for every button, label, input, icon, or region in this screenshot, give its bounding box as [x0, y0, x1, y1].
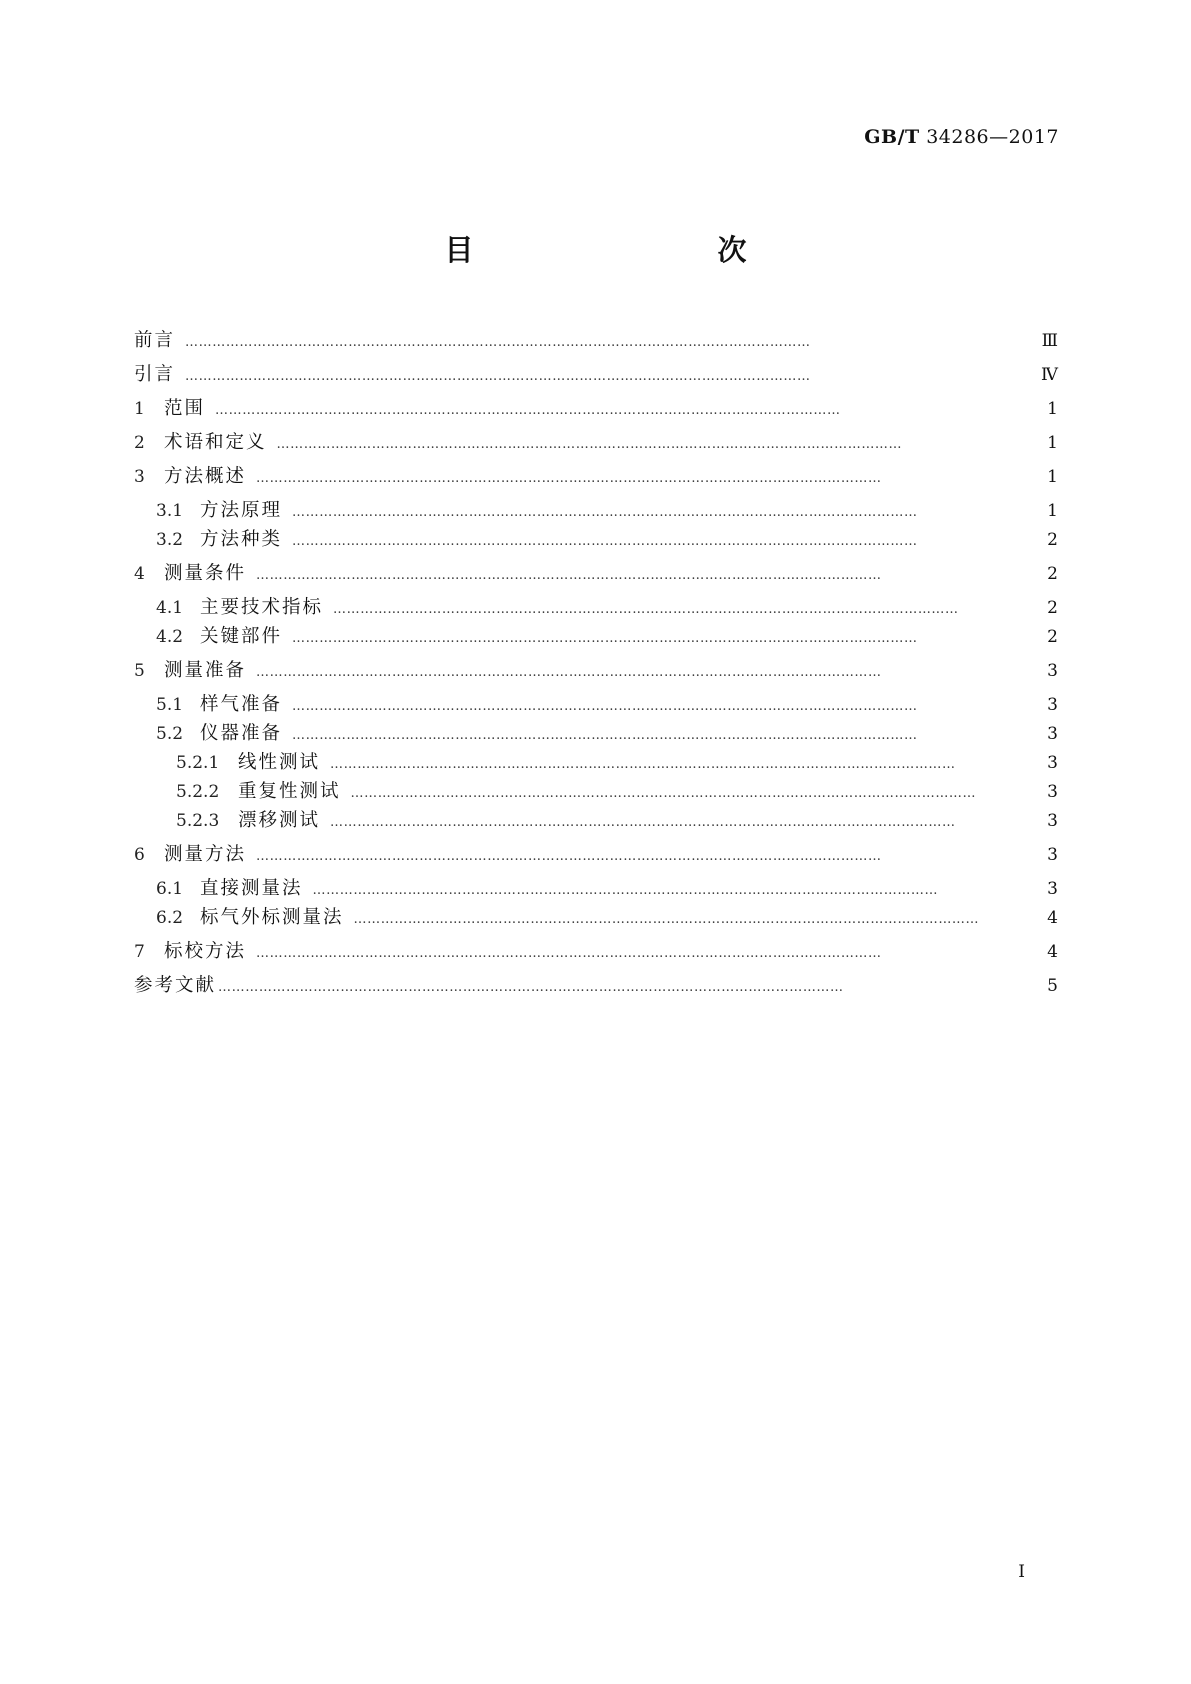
toc-entry-number: 3 [134, 467, 145, 487]
toc-entry-page: 2 [1047, 627, 1058, 647]
toc-entry-references[interactable] [134, 971, 1058, 995]
toc-leader-dots: ………………………………………………………………………………………………………………………… [292, 631, 918, 646]
toc-entry-label: 关键部件 [200, 626, 283, 647]
toc-entry-label: 范围 [164, 398, 206, 419]
toc-entry-page: 3 [1047, 845, 1058, 865]
toc-entry-6[interactable] [134, 840, 1058, 864]
toc-entry-introduction[interactable] [134, 360, 1058, 384]
toc-entry-label: 标校方法 [164, 941, 247, 962]
toc-entry-page: Ⅳ [1041, 365, 1058, 385]
toc-leader-dots: ………………………………………………………………………………………………………………………… [350, 786, 977, 801]
toc-entry-page: 2 [1047, 564, 1058, 584]
toc-leader-dots: ………………………………………………………………………………………………………………………… [330, 815, 956, 830]
toc-entry-page: 2 [1047, 598, 1058, 618]
toc-entry-label: 漂移测试 [238, 810, 321, 831]
standard-number: 34286—2017 [926, 126, 1059, 148]
toc-entry-page: 4 [1047, 942, 1058, 962]
toc-entry-label: 样气准备 [200, 694, 283, 715]
toc-entry-label: 标气外标测量法 [200, 907, 344, 928]
toc-entry-number: 5.1 [156, 695, 184, 715]
toc-leader-dots: ………………………………………………………………………………………………………………………… [292, 699, 918, 714]
toc-entry-5-2[interactable] [156, 719, 1058, 743]
toc-entry-2[interactable] [134, 428, 1058, 452]
toc-title: 目 次 [444, 233, 809, 267]
toc-entry-page: 3 [1047, 753, 1058, 773]
toc-leader-dots: ………………………………………………………………………………………………………………………… [276, 437, 903, 452]
toc-entry-label: 前言 [134, 330, 176, 351]
toc-entry-5-2-1[interactable] [176, 748, 1058, 772]
toc-entry-number: 6 [134, 845, 145, 865]
toc-leader-dots: ………………………………………………………………………………………………………………………… [292, 728, 918, 743]
toc-entry-label: 方法概述 [164, 466, 247, 487]
toc-entry-page: 3 [1047, 879, 1058, 899]
toc-entry-number: 6.1 [156, 879, 184, 899]
toc-entry-number: 4.2 [156, 627, 184, 647]
toc-entry-number: 5.2.2 [176, 782, 220, 802]
toc-entry-label: 参考文献 [134, 975, 217, 996]
toc-entry-4-1[interactable] [156, 593, 1058, 617]
toc-entry-label: 方法原理 [200, 500, 283, 521]
toc-leader-dots: ………………………………………………………………………………………………………………………… [215, 403, 841, 418]
toc-entry-label: 测量条件 [164, 563, 247, 584]
standard-identifier [864, 126, 1059, 148]
toc-entry-label: 测量准备 [164, 660, 247, 681]
toc-entry-label: 引言 [134, 364, 176, 385]
toc-entry-5-1[interactable] [156, 690, 1058, 714]
toc-entry-page: 3 [1047, 661, 1058, 681]
toc-entry-page: 1 [1047, 501, 1058, 521]
toc-entry-number: 4 [134, 564, 145, 584]
toc-leader-dots: ………………………………………………………………………………………………………………………… [312, 883, 939, 898]
toc-leader-dots: ………………………………………………………………………………………………………………………… [330, 757, 956, 772]
toc-entry-5[interactable] [134, 656, 1058, 680]
toc-leader-dots: ………………………………………………………………………………………………………………………… [218, 980, 844, 995]
toc-leader-dots: ………………………………………………………………………………………………………………………… [185, 335, 811, 350]
toc-entry-page: 1 [1047, 399, 1058, 419]
toc-entry-number: 5.2.3 [176, 811, 220, 831]
page-number: I [1018, 1562, 1025, 1582]
toc-entry-page: 3 [1047, 724, 1058, 744]
toc-entry-foreword[interactable] [134, 326, 1058, 350]
toc-entry-label: 术语和定义 [164, 432, 267, 453]
toc-entry-6-1[interactable] [156, 874, 1058, 898]
toc-entry-label: 主要技术指标 [200, 597, 324, 618]
toc-leader-dots: ………………………………………………………………………………………………………………………… [333, 602, 959, 617]
toc-entry-6-2[interactable] [156, 903, 1058, 927]
toc-entry-label: 测量方法 [164, 844, 247, 865]
toc-leader-dots: ………………………………………………………………………………………………………………………… [185, 369, 811, 384]
toc-entry-page: 4 [1047, 908, 1058, 928]
toc-entry-number: 2 [134, 433, 145, 453]
toc-leader-dots: ………………………………………………………………………………………………………………………… [256, 568, 882, 583]
toc-leader-dots: ………………………………………………………………………………………………………………………… [256, 665, 882, 680]
toc-entry-1[interactable] [134, 394, 1058, 418]
toc-entry-page: 3 [1047, 782, 1058, 802]
toc-entry-4[interactable] [134, 559, 1058, 583]
toc-leader-dots: ………………………………………………………………………………………………………………………… [353, 912, 980, 927]
toc-entry-number: 5.2 [156, 724, 184, 744]
toc-entry-7[interactable] [134, 937, 1058, 961]
toc-leader-dots: ………………………………………………………………………………………………………………………… [256, 946, 882, 961]
toc-entry-number: 1 [134, 399, 145, 419]
toc-entry-number: 3.2 [156, 530, 184, 550]
toc-entry-3-1[interactable] [156, 496, 1058, 520]
toc-entry-label: 直接测量法 [200, 878, 303, 899]
toc-entry-5-2-3[interactable] [176, 806, 1058, 830]
toc-entry-page: 5 [1047, 976, 1058, 996]
toc-entry-number: 5 [134, 661, 145, 681]
toc-leader-dots: ………………………………………………………………………………………………………………………… [256, 471, 882, 486]
toc-entry-page: 1 [1047, 467, 1058, 487]
toc-entry-5-2-2[interactable] [176, 777, 1058, 801]
toc-entry-label: 仪器准备 [200, 723, 283, 744]
toc-entry-number: 3.1 [156, 501, 184, 521]
toc-entry-4-2[interactable] [156, 622, 1058, 646]
toc-leader-dots: ………………………………………………………………………………………………………………………… [256, 849, 882, 864]
toc-entry-number: 7 [134, 942, 145, 962]
toc-entry-number: 5.2.1 [176, 753, 220, 773]
toc-entry-number: 6.2 [156, 908, 184, 928]
toc-entry-3[interactable] [134, 462, 1058, 486]
toc-entry-page: 3 [1047, 811, 1058, 831]
toc-leader-dots: ………………………………………………………………………………………………………………………… [292, 534, 918, 549]
toc-entry-page: 1 [1047, 433, 1058, 453]
toc-entry-3-2[interactable] [156, 525, 1058, 549]
toc-entry-label: 重复性测试 [238, 781, 341, 802]
toc-leader-dots: ………………………………………………………………………………………………………………………… [292, 505, 918, 520]
toc-entry-page: Ⅲ [1041, 331, 1058, 351]
toc-entry-page: 2 [1047, 530, 1058, 550]
toc-entry-page: 3 [1047, 695, 1058, 715]
standard-prefix: GB/T [864, 126, 920, 148]
toc-entry-label: 线性测试 [238, 752, 321, 773]
toc-entry-label: 方法种类 [200, 529, 283, 550]
toc-entry-number: 4.1 [156, 598, 184, 618]
